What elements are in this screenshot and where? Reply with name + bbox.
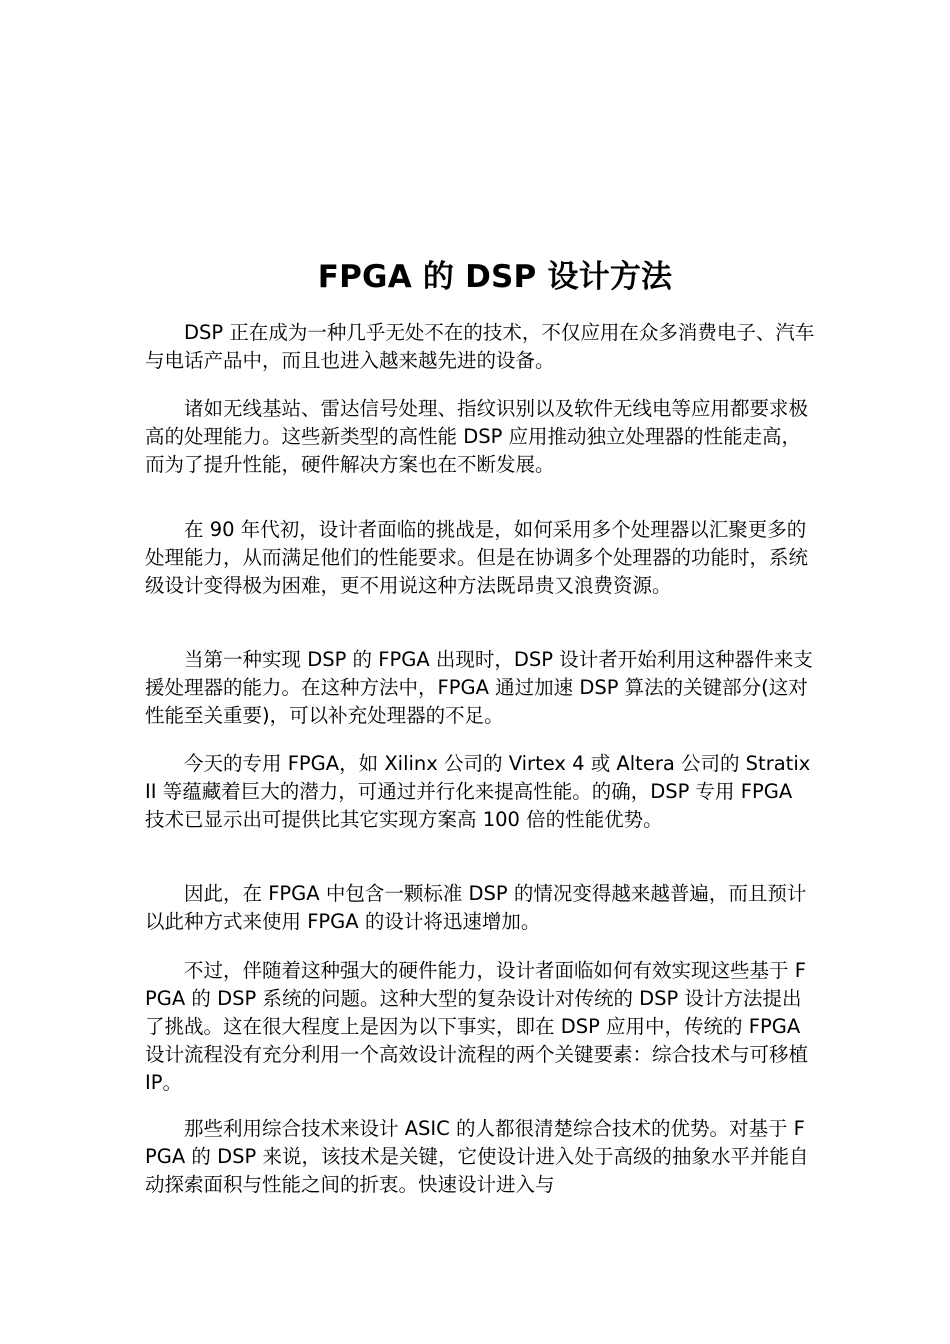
paragraph-1: DSP 正在成为一种几乎无处不在的技术，不仅应用在众多消费电子、汽车与电话产品中，而且也进入越来越先进的设备。 — [145, 321, 815, 372]
paragraph-6: 因此，在 FPGA 中包含一颗标准 DSP 的情况变得越来越普遍，而且预计以此种方式来使用 FPGA 的设计将迅速增加。 — [145, 882, 807, 933]
paragraph-5: 今天的专用 FPGA，如 Xilinx 公司的 Virtex 4 或 Altera 公司的 Stratix II 等蕴藏着巨大的潜力，可通过并行化来提高性能。的确，DSP 专用 FPGA 技术已显示出可提供比其它实现方案高 100 倍的性能优势。 — [145, 752, 811, 831]
paragraph-2: 诸如无线基站、雷达信号处理、指纹识别以及软件无线电等应用都要求极高的处理能力。这些新类型的高性能 DSP 应用推动独立处理器的性能走高，而为了提升性能，硬件解决方案也在不断发展。 — [145, 397, 809, 476]
paragraph-4: 当第一种实现 DSP 的 FPGA 出现时，DSP 设计者开始利用这种器件来支援处理器的能力。在这种方法中，FPGA 通过加速 DSP 算法的关键部分(这对性能至关重要)，可以补充处理器的不足。 — [145, 648, 813, 727]
document-title: FPGA 的 DSP 设计方法 — [317, 259, 673, 295]
paragraph-7: 不过，伴随着这种强大的硬件能力，设计者面临如何有效实现这些基于 FPGA 的 DSP 系统的问题。这种大型的复杂设计对传统的 DSP 设计方法提出了挑战。这在很大程度上是因为以下事实，即在 DSP 应用中，传统的 FPGA 设计流程没有充分利用一个高效设计流程的两个关键要素：综合技术与可移植 IP。 — [145, 959, 809, 1094]
paragraph-3: 在 90 年代初，设计者面临的挑战是，如何采用多个处理器以汇聚更多的处理能力，从而满足他们的性能要求。但是在协调多个处理器的功能时，系统级设计变得极为困难，更不用说这种方法既昂贵又浪费资源。 — [145, 518, 809, 597]
paragraph-8: 那些利用综合技术来设计 ASIC 的人都很清楚综合技术的优势。对基于 FPGA 的 DSP 来说，该技术是关键，它使设计进入处于高级的抽象水平并能自动探索面积与性能之间的折衷。快速设计进入与 — [145, 1117, 809, 1196]
